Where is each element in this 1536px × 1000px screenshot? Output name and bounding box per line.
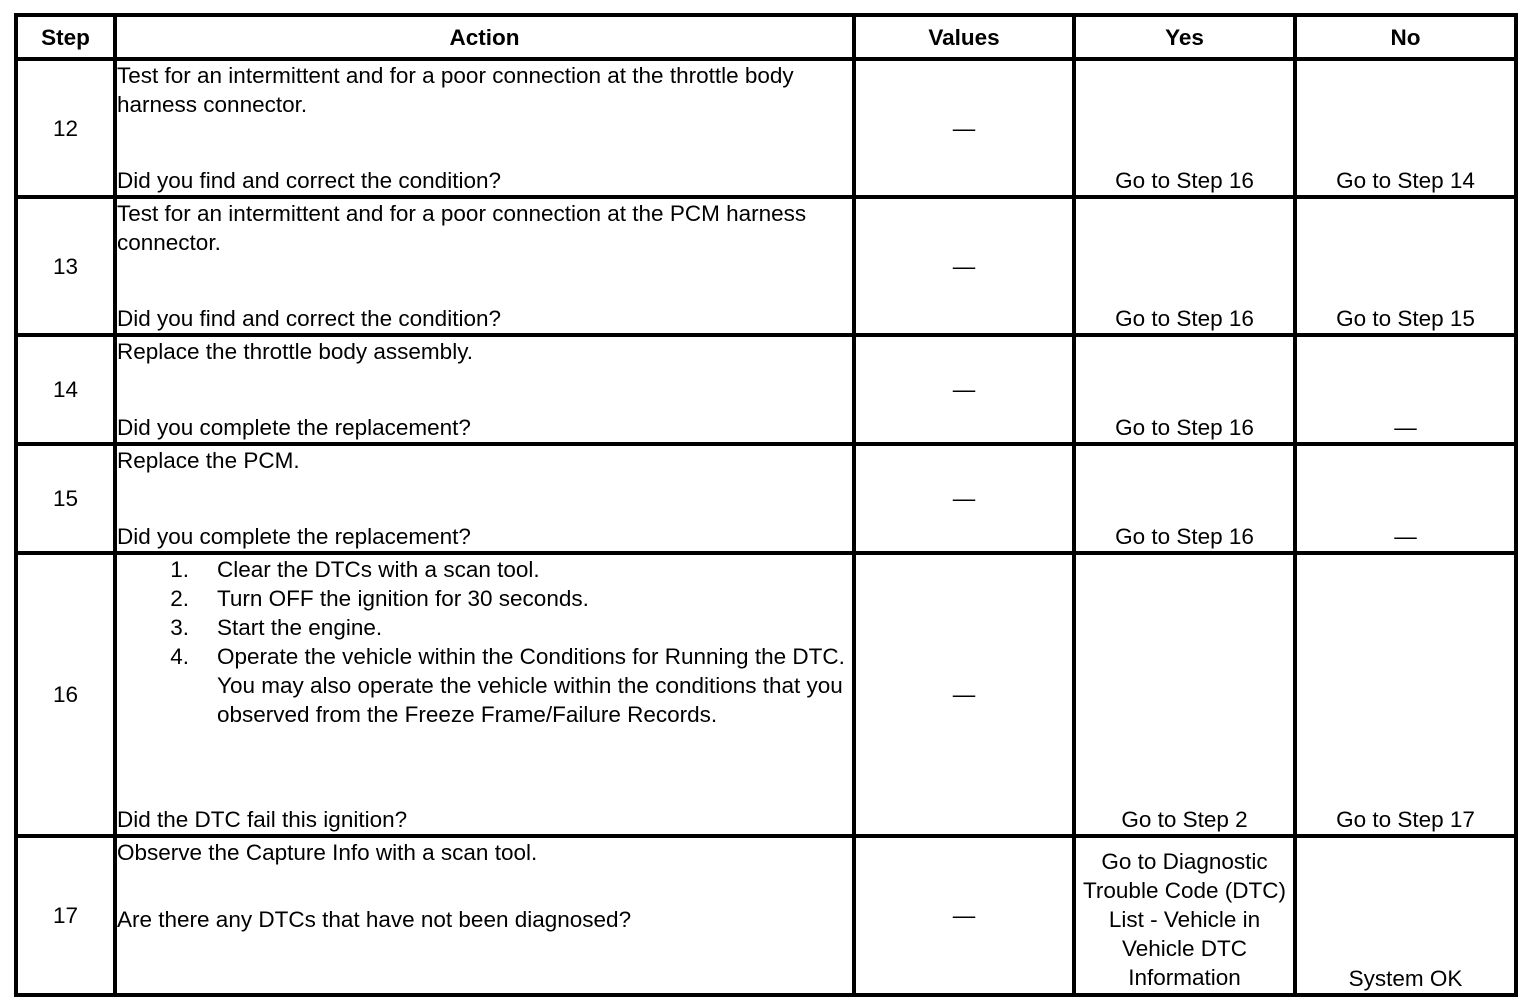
list-item — [117, 555, 852, 584]
list-number: 4. — [170, 644, 189, 669]
action-question: Did you find and correct the condition? — [117, 306, 501, 331]
table-row — [16, 553, 1516, 836]
values-cell: — — [854, 836, 1074, 995]
list-item — [117, 613, 852, 642]
step-number: 14 — [16, 335, 115, 444]
step-number: 12 — [16, 59, 115, 197]
action-question: Did you complete the replacement? — [117, 524, 471, 549]
action-question: Did the DTC fail this ignition? — [117, 807, 408, 832]
no-cell: System OK — [1295, 836, 1516, 995]
no-cell: — — [1295, 444, 1516, 553]
list-number: 3. — [170, 615, 189, 640]
yes-cell: Go to Step 2 — [1074, 553, 1295, 836]
action-text: Replace the throttle body assembly. — [117, 339, 474, 364]
action-cell — [115, 59, 854, 197]
list-number: 1. — [170, 557, 189, 582]
table-row — [16, 197, 1516, 335]
list-text: Clear the DTCs with a scan tool. — [217, 557, 540, 582]
header-no: No — [1295, 15, 1516, 59]
list-text: Turn OFF the ignition for 30 seconds. — [217, 586, 589, 611]
yes-cell: Go to Diagnostic Trouble Code (DTC) List - Vehicle in Vehicle DTC Information — [1074, 836, 1295, 995]
step-number: 15 — [16, 444, 115, 553]
table-row — [16, 335, 1516, 444]
table-row — [16, 836, 1516, 995]
yes-cell: Go to Step 16 — [1074, 59, 1295, 197]
action-cell — [115, 553, 854, 836]
yes-cell: Go to Step 16 — [1074, 197, 1295, 335]
header-values: Values — [854, 15, 1074, 59]
no-cell: — — [1295, 335, 1516, 444]
action-text: Test for an intermittent and for a poor connection at the throttle body harness connector. — [117, 63, 794, 117]
no-cell: Go to Step 15 — [1295, 197, 1516, 335]
action-cell — [115, 444, 854, 553]
action-cell — [115, 836, 854, 995]
action-question: Are there any DTCs that have not been diagnosed? — [117, 907, 632, 932]
action-question: Did you complete the replacement? — [117, 415, 471, 440]
header-row — [16, 15, 1516, 59]
values-cell: — — [854, 553, 1074, 836]
values-cell: — — [854, 59, 1074, 197]
yes-cell: Go to Step 16 — [1074, 444, 1295, 553]
list-number: 2. — [170, 586, 189, 611]
procedure-list — [117, 555, 852, 729]
values-cell: — — [854, 444, 1074, 553]
values-cell: — — [854, 197, 1074, 335]
no-cell: Go to Step 14 — [1295, 59, 1516, 197]
values-cell: — — [854, 335, 1074, 444]
table-row — [16, 59, 1516, 197]
no-cell: Go to Step 17 — [1295, 553, 1516, 836]
action-cell — [115, 335, 854, 444]
header-action: Action — [115, 15, 854, 59]
list-text: Operate the vehicle within the Conditions for Running the DTC. You may also operate the vehicle within the conditions that you observed from the Freeze Frame/Failure Records. — [217, 644, 845, 727]
diagnostic-table — [14, 13, 1518, 997]
table-row — [16, 444, 1516, 553]
action-question: Did you find and correct the condition? — [117, 168, 501, 193]
action-text: Observe the Capture Info with a scan tool. — [117, 840, 538, 865]
list-item — [117, 642, 852, 729]
step-number: 17 — [16, 836, 115, 995]
action-text: Replace the PCM. — [117, 448, 300, 473]
step-number: 13 — [16, 197, 115, 335]
step-number: 16 — [16, 553, 115, 836]
action-text: Test for an intermittent and for a poor connection at the PCM harness connector. — [117, 201, 807, 255]
list-text: Start the engine. — [217, 615, 383, 640]
header-step: Step — [16, 15, 115, 59]
action-cell — [115, 197, 854, 335]
yes-cell: Go to Step 16 — [1074, 335, 1295, 444]
list-item — [117, 584, 852, 613]
header-yes: Yes — [1074, 15, 1295, 59]
